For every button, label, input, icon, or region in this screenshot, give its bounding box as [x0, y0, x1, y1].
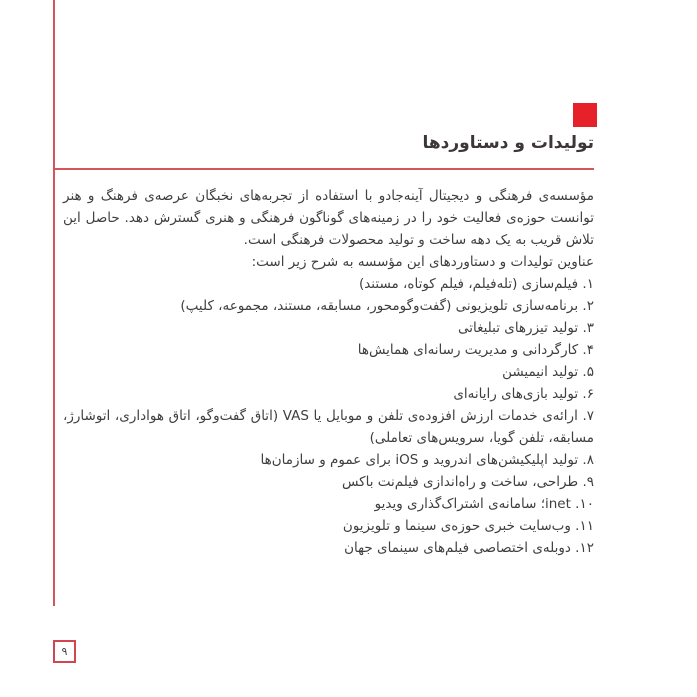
- list-item: ۱. فیلم‌سازی (تله‌فیلم، فیلم کوتاه، مستند): [358, 276, 594, 292]
- section-title: تولیدات و دستاوردها: [422, 133, 594, 153]
- page-number-box: [53, 640, 76, 663]
- body-text-block: [63, 185, 594, 559]
- list-item: ۵. تولید انیمیشن: [502, 364, 594, 380]
- list-item: ۲. برنامه‌سازی تلویزیونی (گفت‌وگومحور، مسابقه، مستند، مجموعه، کلیپ): [180, 298, 594, 314]
- list-item: ۷. ارائه‌ی خدمات ارزش افزوده‌ی تلفن و موبایل یا VAS (اتاق گفت‌وگو، اتاق هواداری، اتوشارژ، مسابقه، تلفن گویا، سرویس‌های تعاملی): [63, 408, 594, 446]
- page-number: ۹: [61, 645, 68, 658]
- title-underline-rule: [54, 168, 594, 170]
- list-lead-in: عناوین تولیدات و دستاوردهای این مؤسسه به شرح زیر است:: [251, 254, 594, 270]
- list-item: ۱۲. دوبله‌ی اختصاصی فیلم‌های سینمای جهان: [344, 540, 594, 556]
- achievements-list: [63, 273, 594, 559]
- list-item: ۸. تولید اپلیکیشن‌های اندروید و iOS برای عموم و سازمان‌ها: [260, 452, 594, 468]
- list-item: ۶. تولید بازی‌های رایانه‌ای: [453, 386, 594, 402]
- list-item: ۳. تولید تیزرهای تبلیغاتی: [457, 320, 594, 336]
- section-accent-square: [573, 103, 597, 127]
- list-item: ۱۰. inet؛ سامانه‌ی اشتراک‌گذاری ویدیو: [374, 496, 594, 512]
- intro-paragraph: مؤسسه‌ی فرهنگی و دیجیتال آینه‌جادو با استفاده از تجربه‌های نخبگان عرصه‌ی فرهنگ و هنر توانست حوزه‌ی فعالیت خود را در زمینه‌های گوناگون فرهنگی و هنری گسترش دهد. حاصل این تلاش قریب به یک دهه ساخت و تولید محصولات فرهنگی است.: [63, 188, 594, 248]
- list-item: ۹. طراحی، ساخت و راه‌اندازی فیلم‌نت باکس: [341, 474, 594, 490]
- list-item: ۴. کارگردانی و مدیریت رسانه‌ای همایش‌ها: [357, 342, 594, 358]
- list-item: ۱۱. وب‌سایت خبری حوزه‌ی سینما و تلویزیون: [342, 518, 594, 534]
- left-margin-rule: [53, 0, 55, 606]
